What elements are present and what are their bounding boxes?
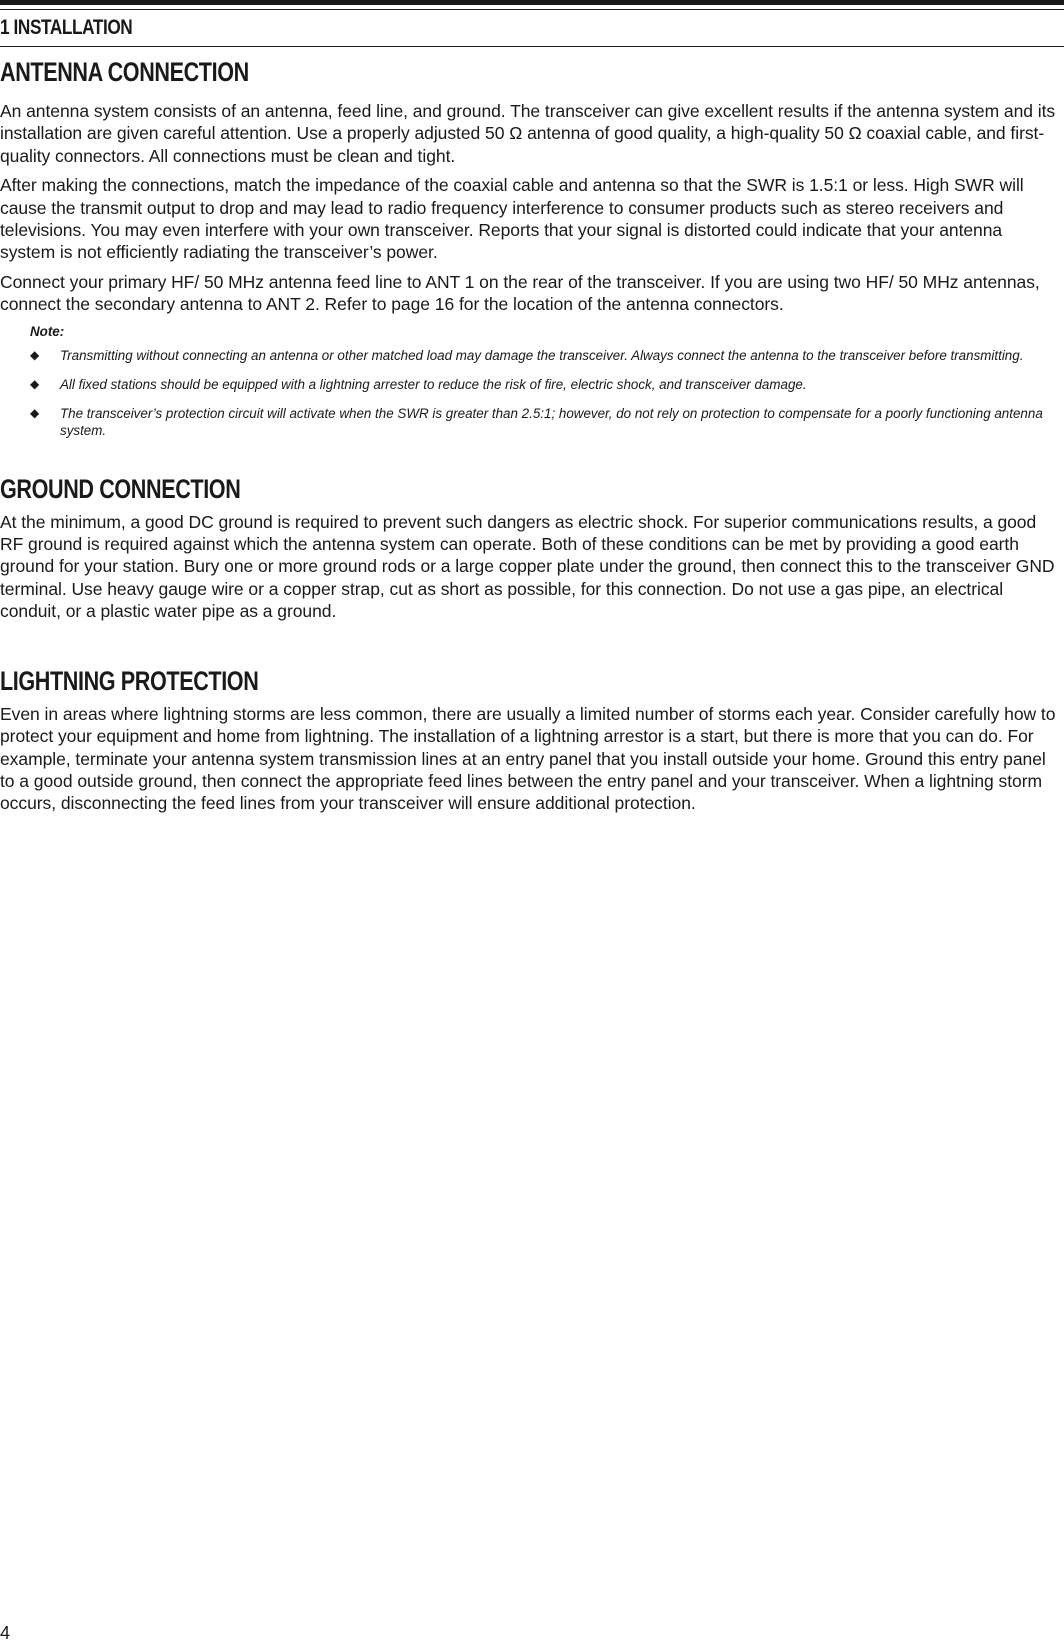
- diamond-bullet-icon: ◆: [30, 347, 40, 362]
- section-heading: LIGHTNING PROTECTION: [0, 665, 259, 696]
- antenna-connection-section: [0, 52, 1062, 439]
- chapter-header: [0, 13, 1064, 47]
- note-item: [30, 376, 1062, 393]
- note-text: The transceiver’s protection circuit will activate when the SWR is greater than 2.5:1; however, do not rely on protection to compensate for a poorly functioning antenna system.: [60, 405, 1043, 438]
- note-text: All fixed stations should be equipped with a lightning arrester to reduce the risk of fire, electric shock, and transceiver damage.: [60, 376, 807, 392]
- diamond-bullet-icon: ◆: [30, 405, 40, 420]
- note-item: [30, 405, 1062, 439]
- top-rule-thin: [0, 9, 1064, 10]
- paragraph: At the minimum, a good DC ground is required to prevent such dangers as electric shock. For superior communications results, a good RF ground is required against which the antenna system can operate. Both of these conditions can be met by providing a good earth ground for your station. Bury one or more ground rods or a large copper plate under the ground, then connect this to the transceiver GND terminal. Use heavy gauge wire or a copper strap, cut as short as possible, for this connection. Do not use a gas pipe, an electrical conduit, or a plastic water pipe as a ground.: [0, 511, 1055, 622]
- paragraph: After making the connections, match the impedance of the coaxial cable and antenna so that the SWR is 1.5:1 or less. High SWR will cause the transmit output to drop and may lead to radio frequency interference to consumer products such as stereo receivers and televisions. You may even interfere with your own transceiver. Reports that your signal is distorted could indicate that your antenna system is not efficiently radiating the transceiver’s power.: [0, 175, 1024, 263]
- section-heading: GROUND CONNECTION: [0, 473, 241, 504]
- chapter-title: 1 INSTALLATION: [0, 16, 133, 39]
- note-label: Note:: [30, 323, 65, 339]
- diamond-bullet-icon: ◆: [30, 376, 40, 391]
- note-item: [30, 347, 1062, 364]
- ground-connection-section: [0, 469, 1062, 623]
- page-content: [0, 52, 1062, 822]
- note-block: [30, 323, 1062, 439]
- paragraph: Even in areas where lightning storms are less common, there are usually a limited number of storms each year. Consider carefully how to protect your equipment and home from lightning. The installation of a lightning arrestor is a start, but there is more that you can do. For example, terminate your antenna system transmission lines at an entry panel that you install outside your home. Ground this entry panel to a good outside ground, then connect the appropriate feed lines between the entry panel and your transceiver. When a lightning storm occurs, disconnecting the feed lines from your transceiver will ensure additional protection.: [0, 703, 1056, 814]
- page-number: 4: [0, 1623, 11, 1643]
- paragraph: Connect your primary HF/ 50 MHz antenna feed line to ANT 1 on the rear of the transceiver. If you are using two HF/ 50 MHz antennas, connect the secondary antenna to ANT 2. Refer to page 16 for the location of the antenna connectors.: [0, 271, 1040, 315]
- top-rule-thick: [0, 0, 1064, 5]
- section-heading: ANTENNA CONNECTION: [0, 57, 249, 87]
- lightning-protection-section: [0, 661, 1062, 815]
- note-text: Transmitting without connecting an antenna or other matched load may damage the transceiver. Always connect the antenna to the transceiver before transmitting.: [60, 347, 1024, 363]
- paragraph: An antenna system consists of an antenna, feed line, and ground. The transceiver can give excellent results if the antenna system and its installation are given careful attention. Use a properly adjusted 50 Ω antenna of good quality, a high-quality 50 Ω coaxial cable, and first-quality connectors. All connections must be clean and tight.: [0, 101, 1056, 166]
